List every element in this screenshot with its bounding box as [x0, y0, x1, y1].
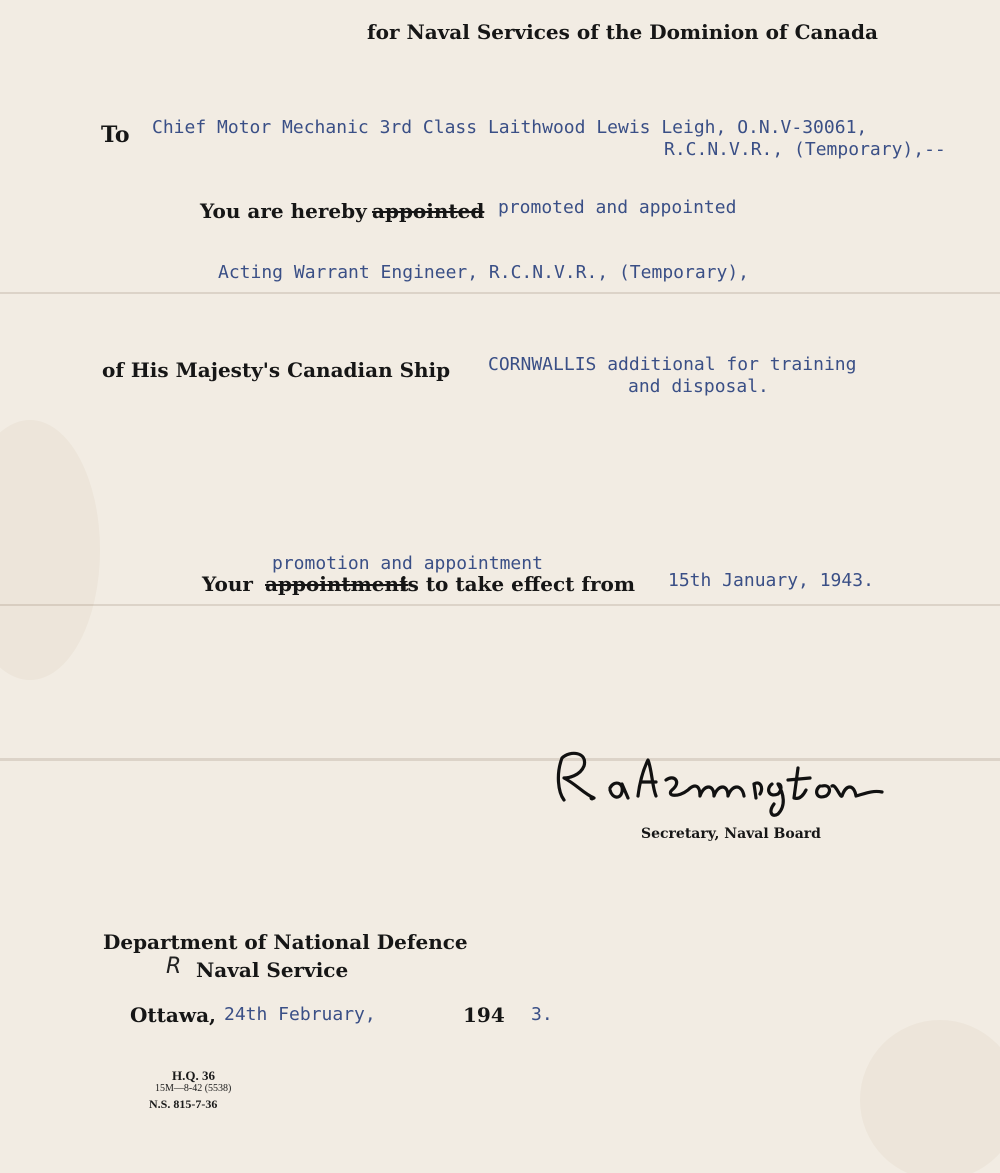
- paper-stain: [0, 420, 100, 680]
- form-code-hq: H.Q. 36: [172, 1068, 215, 1083]
- to-label: To: [101, 122, 130, 148]
- department-line-2: Naval Service: [196, 958, 349, 982]
- form-code-print: 15M—8-42 (5538): [155, 1083, 232, 1094]
- signature-title: Secretary, Naval Board: [641, 826, 821, 842]
- ship-line-2: and disposal.: [628, 376, 769, 397]
- paper-fold: [0, 292, 1000, 294]
- effective-date: 15th January, 1943.: [668, 570, 874, 591]
- dated-typed: 24th February,: [224, 1004, 376, 1025]
- rank-text: Acting Warrant Engineer, R.C.N.V.R., (Temporary),: [218, 262, 750, 283]
- form-code-ns: N.S. 815-7-36: [149, 1097, 218, 1111]
- year-typed: 3.: [531, 1004, 553, 1025]
- city-label: Ottawa,: [130, 1003, 216, 1027]
- typed-insert: promotion and appointment: [272, 553, 543, 574]
- addressee-line-2: R.C.N.V.R., (Temporary),--: [664, 139, 946, 160]
- effect-label: is to take effect from: [400, 572, 635, 596]
- year-printed: 194: [463, 1003, 505, 1027]
- addressee-line-1: Chief Motor Mechanic 3rd Class Laithwood Lewis Leigh, O.N.V-30061,: [152, 117, 868, 138]
- handwritten-initial: R: [166, 954, 182, 979]
- header-title: for Naval Services of the Dominion of Canada: [367, 20, 878, 44]
- ship-label: of His Majesty's Canadian Ship: [102, 358, 451, 382]
- typed-action: promoted and appointed: [498, 197, 737, 218]
- your-label: Your: [202, 572, 253, 596]
- department-line-1: Department of National Defence: [103, 930, 468, 954]
- paper-fold: [0, 604, 1000, 606]
- struck-appointment: appointment: [265, 572, 409, 596]
- paper-stain: [860, 1020, 1000, 1173]
- hereby-label: You are hereby: [200, 199, 367, 223]
- struck-appointed: appointed: [372, 199, 485, 223]
- ship-line-1: CORNWALLIS additional for training: [488, 354, 857, 375]
- signature-image: [548, 740, 948, 820]
